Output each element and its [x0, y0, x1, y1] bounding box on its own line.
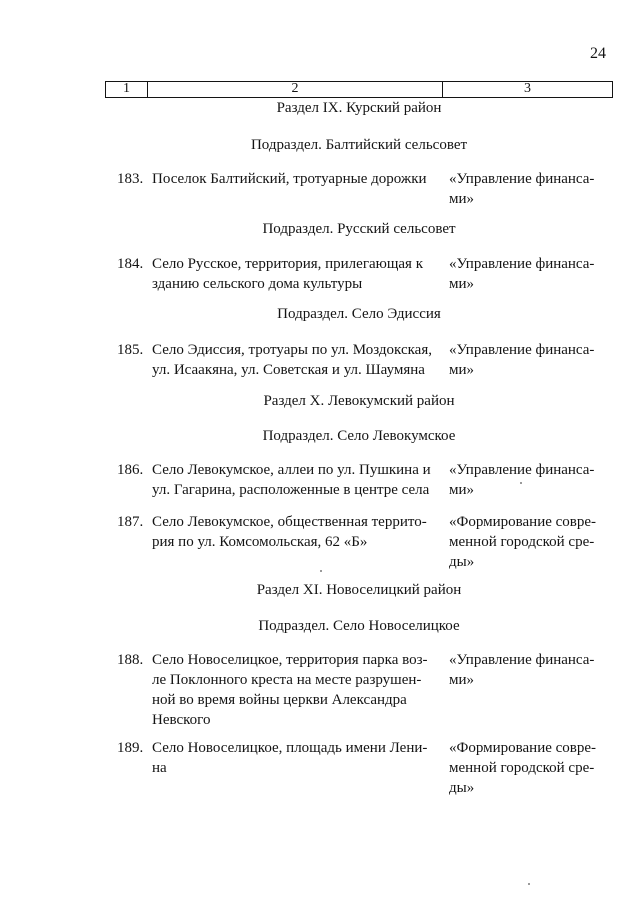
description-line: ул. Исаакяна, ул. Советская и ул. Шаумяна: [152, 362, 425, 378]
scan-speck: [528, 883, 530, 885]
item-number: 189.: [117, 740, 144, 756]
item-description: [152, 512, 438, 552]
column-header-1: 1: [106, 82, 148, 97]
item-description: [152, 340, 438, 380]
category-line: ми»: [449, 276, 475, 292]
category-line: «Формирование совре-: [449, 514, 597, 530]
description-line: зданию сельского дома культуры: [152, 276, 363, 292]
item-number: 187.: [117, 514, 144, 530]
description-line: Поселок Балтийский, тротуарные дорожки: [152, 171, 427, 187]
description-line: Село Новоселицкое, площадь имени Лени-: [152, 740, 428, 756]
column-header-2: 2: [148, 82, 443, 97]
item-description: [152, 738, 438, 778]
subsection-heading: Подраздел. Село Левокумское: [262, 428, 456, 444]
description-line: Село Левокумское, аллеи по ул. Пушкина и: [152, 462, 431, 478]
description-line: Село Русское, территория, прилегающая к: [152, 256, 423, 272]
description-line: ул. Гагарина, расположенные в центре села: [152, 482, 430, 498]
scan-speck: [520, 482, 522, 484]
subsection-heading: Подраздел. Село Новоселицкое: [258, 618, 460, 634]
page-number: 24: [590, 45, 606, 62]
item-category: [449, 738, 613, 798]
description-line: ле Поклонного креста на месте разрушен-: [152, 672, 422, 688]
item-description: [152, 650, 438, 730]
item-number: 184.: [117, 256, 144, 272]
section-heading: Раздел XI. Новоселицкий район: [256, 582, 462, 598]
category-line: ми»: [449, 672, 475, 688]
subsection-heading: Подраздел. Русский сельсовет: [262, 221, 456, 237]
category-line: ми»: [449, 191, 475, 207]
description-line: Село Новоселицкое, территория парка воз-: [152, 652, 428, 668]
item-category: [449, 254, 613, 294]
item-category: [449, 650, 613, 690]
category-line: ми»: [449, 362, 475, 378]
section-heading: Раздел IX. Курский район: [276, 100, 442, 116]
subsection-heading: Подраздел. Село Эдиссия: [277, 306, 441, 322]
item-description: [152, 254, 438, 294]
item-category: [449, 512, 613, 572]
description-line: на: [152, 760, 167, 776]
category-line: «Управление финанса-: [449, 462, 595, 478]
item-category: [449, 169, 613, 209]
column-header-3: 3: [524, 81, 531, 96]
category-line: менной городской сре-: [449, 760, 595, 776]
item-description: [152, 169, 438, 189]
description-line: Село Левокумское, общественная террито-: [152, 514, 427, 530]
description-line: Село Эдиссия, тротуары по ул. Моздокская,: [152, 342, 432, 358]
item-number: 183.: [117, 171, 144, 187]
category-line: менной городской сре-: [449, 534, 595, 550]
item-number: 188.: [117, 652, 144, 668]
category-line: «Управление финанса-: [449, 171, 595, 187]
category-line: ми»: [449, 482, 475, 498]
section-heading: Раздел X. Левокумский район: [263, 393, 455, 409]
category-line: ды»: [449, 780, 475, 796]
category-line: «Управление финанса-: [449, 652, 595, 668]
scan-speck: [320, 570, 322, 572]
description-line: Невского: [152, 712, 211, 728]
item-number: 186.: [117, 462, 144, 478]
item-category: [449, 460, 613, 500]
category-line: «Формирование совре-: [449, 740, 597, 756]
category-line: «Управление финанса-: [449, 256, 595, 272]
item-category: [449, 340, 613, 380]
category-line: ды»: [449, 554, 475, 570]
column-header-table: [105, 81, 613, 98]
subsection-heading: Подраздел. Балтийский сельсовет: [250, 137, 468, 153]
description-line: ной во время войны церкви Александра: [152, 692, 407, 708]
description-line: рия по ул. Комсомольская, 62 «Б»: [152, 534, 368, 550]
item-number: 185.: [117, 342, 144, 358]
category-line: «Управление финанса-: [449, 342, 595, 358]
item-description: [152, 460, 438, 500]
